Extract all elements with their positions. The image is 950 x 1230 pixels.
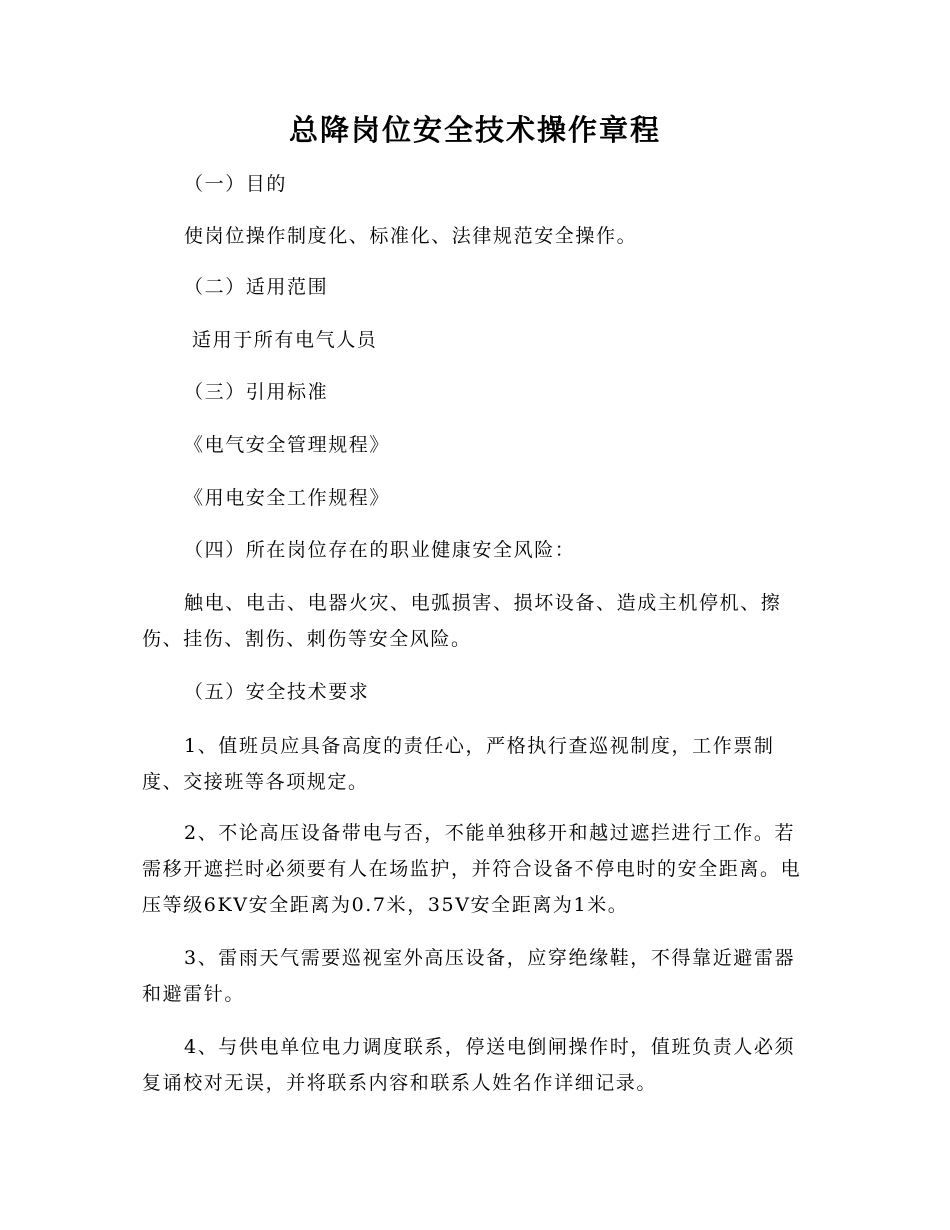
section-heading-scope: （二）适用范围: [184, 276, 329, 298]
risks-text: 触电、电击、电器火灾、电弧损害、损坏设备、造成主机停机、擦伤、挂伤、割伤、刺伤等安全风险。: [142, 592, 782, 650]
document-title: 总降岗位安全技术操作章程: [288, 113, 661, 147]
standard-item-2: 《用电安全工作规程》: [184, 487, 391, 509]
section-heading-purpose: （一）目的: [184, 173, 288, 195]
requirement-item-3: 3、雷雨天气需要巡视室外高压设备，应穿绝缘鞋，不得靠近避雷器和避雷针。: [142, 947, 796, 1005]
requirement-item-2: 2、不论高压设备带电与否，不能单独移开和越过遮拦进行工作。若需移开遮拦时必须要有人在场监护，并符合设备不停电时的安全距离。电压等级6KV安全距离为0.7米，35V安全距离为1米。: [142, 822, 802, 916]
requirement-item-1: 1、值班员应具备高度的责任心，严格执行查巡视制度，工作票制度、交接班等各项规定。: [142, 735, 775, 793]
section-heading-standards: （三）引用标准: [184, 381, 329, 403]
requirement-item-4: 4、与供电单位电力调度联系，停送电倒闸操作时，值班负责人必须复诵校对无误，并将联系内容和联系人姓名作详细记录。: [142, 1036, 796, 1094]
section-heading-risks: （四）所在岗位存在的职业健康安全风险：: [184, 539, 576, 561]
purpose-text: 使岗位操作制度化、标准化、法律规范安全操作。: [184, 225, 638, 247]
standard-item-1: 《电气安全管理规程》: [184, 434, 391, 456]
section-heading-requirements: （五）安全技术要求: [184, 681, 370, 703]
scope-text: 适用于所有电气人员: [192, 329, 378, 351]
